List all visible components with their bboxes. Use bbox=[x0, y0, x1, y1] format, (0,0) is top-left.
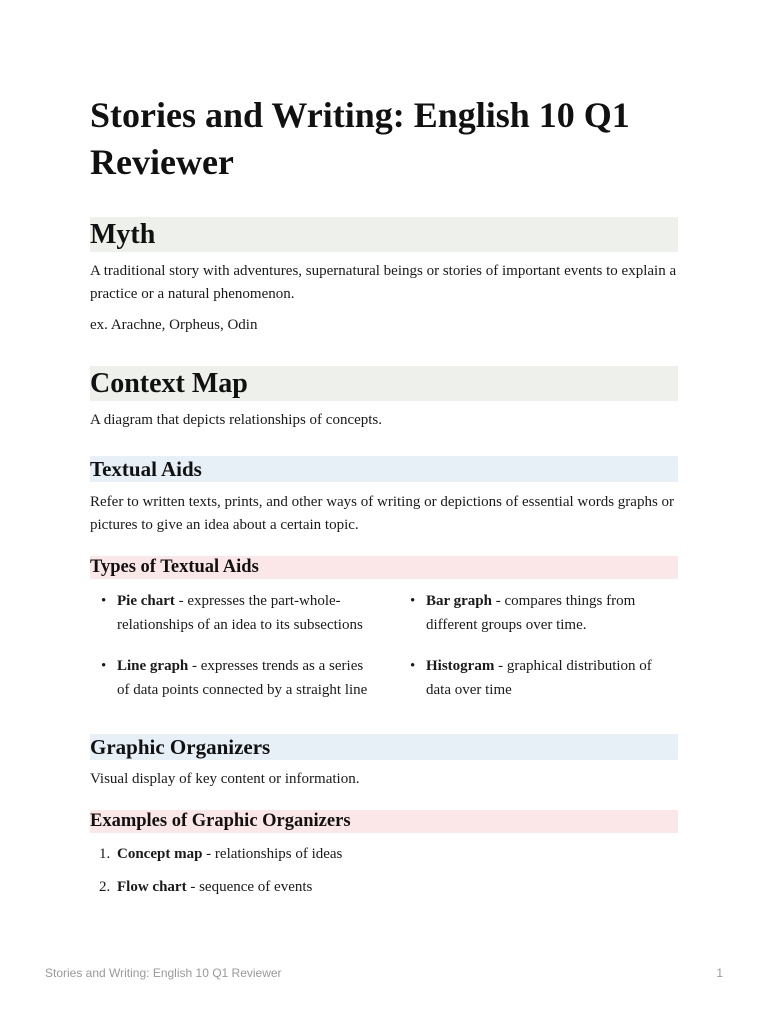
list-item bbox=[410, 589, 678, 637]
list-item-term: Flow chart bbox=[117, 879, 187, 895]
myth-examples: ex. Arachne, Orpheus, Odin bbox=[90, 317, 258, 333]
list-item-term: Line graph bbox=[117, 658, 189, 674]
list-item-description: - expresses the part-whole-relationships of an idea to its subsections bbox=[117, 593, 363, 633]
myth-definition: A traditional story with adventures, supernatural beings or stories of important events to explain a practice or a natural phenomenon. bbox=[90, 263, 677, 302]
list-item bbox=[99, 843, 657, 866]
footer-doc-title: Stories and Writing: English 10 Q1 Reviewer bbox=[45, 966, 282, 980]
bullet-icon: • bbox=[410, 658, 416, 674]
list-item bbox=[101, 589, 375, 637]
list-item-description: - sequence of events bbox=[186, 879, 313, 895]
list-item-term: Histogram bbox=[426, 658, 495, 674]
list-item-description: - expresses trends as a series of data points connected by a straight line bbox=[117, 658, 368, 698]
heading-myth: Myth bbox=[90, 217, 678, 252]
footer-page-number: 1 bbox=[716, 966, 723, 980]
list-item-term: Bar graph bbox=[426, 593, 492, 609]
textual-aids-definition: Refer to written texts, prints, and other ways of writing or depictions of essential words graphs or pictures to give an idea about a certain topic. bbox=[90, 494, 675, 533]
list-item bbox=[99, 876, 657, 899]
heading-examples-of-graphic-organizers: Examples of Graphic Organizers bbox=[90, 810, 678, 833]
list-item-term: Concept map bbox=[117, 846, 203, 862]
graphic-organizers-definition: Visual display of key content or information. bbox=[90, 771, 360, 787]
list-item-description: - relationships of ideas bbox=[202, 846, 343, 862]
page-title: Stories and Writing: English 10 Q1 Reviewer bbox=[90, 95, 630, 182]
heading-graphic-organizers: Graphic Organizers bbox=[90, 734, 678, 760]
list-item-number: 2. bbox=[99, 879, 111, 895]
heading-types-of-textual-aids: Types of Textual Aids bbox=[90, 556, 678, 579]
heading-textual-aids: Textual Aids bbox=[90, 456, 678, 482]
list-item bbox=[410, 654, 666, 702]
list-item bbox=[101, 654, 375, 702]
list-item-term: Pie chart bbox=[117, 593, 175, 609]
list-item-number: 1. bbox=[99, 846, 111, 862]
bullet-icon: • bbox=[101, 593, 107, 609]
list-item-description: - graphical distribution of data over time bbox=[426, 658, 652, 698]
list-item-description: - compares things from different groups over time. bbox=[426, 593, 636, 633]
context-map-definition: A diagram that depicts relationships of concepts. bbox=[90, 412, 383, 428]
heading-context-map: Context Map bbox=[90, 366, 678, 401]
bullet-icon: • bbox=[410, 593, 416, 609]
bullet-icon: • bbox=[101, 658, 107, 674]
